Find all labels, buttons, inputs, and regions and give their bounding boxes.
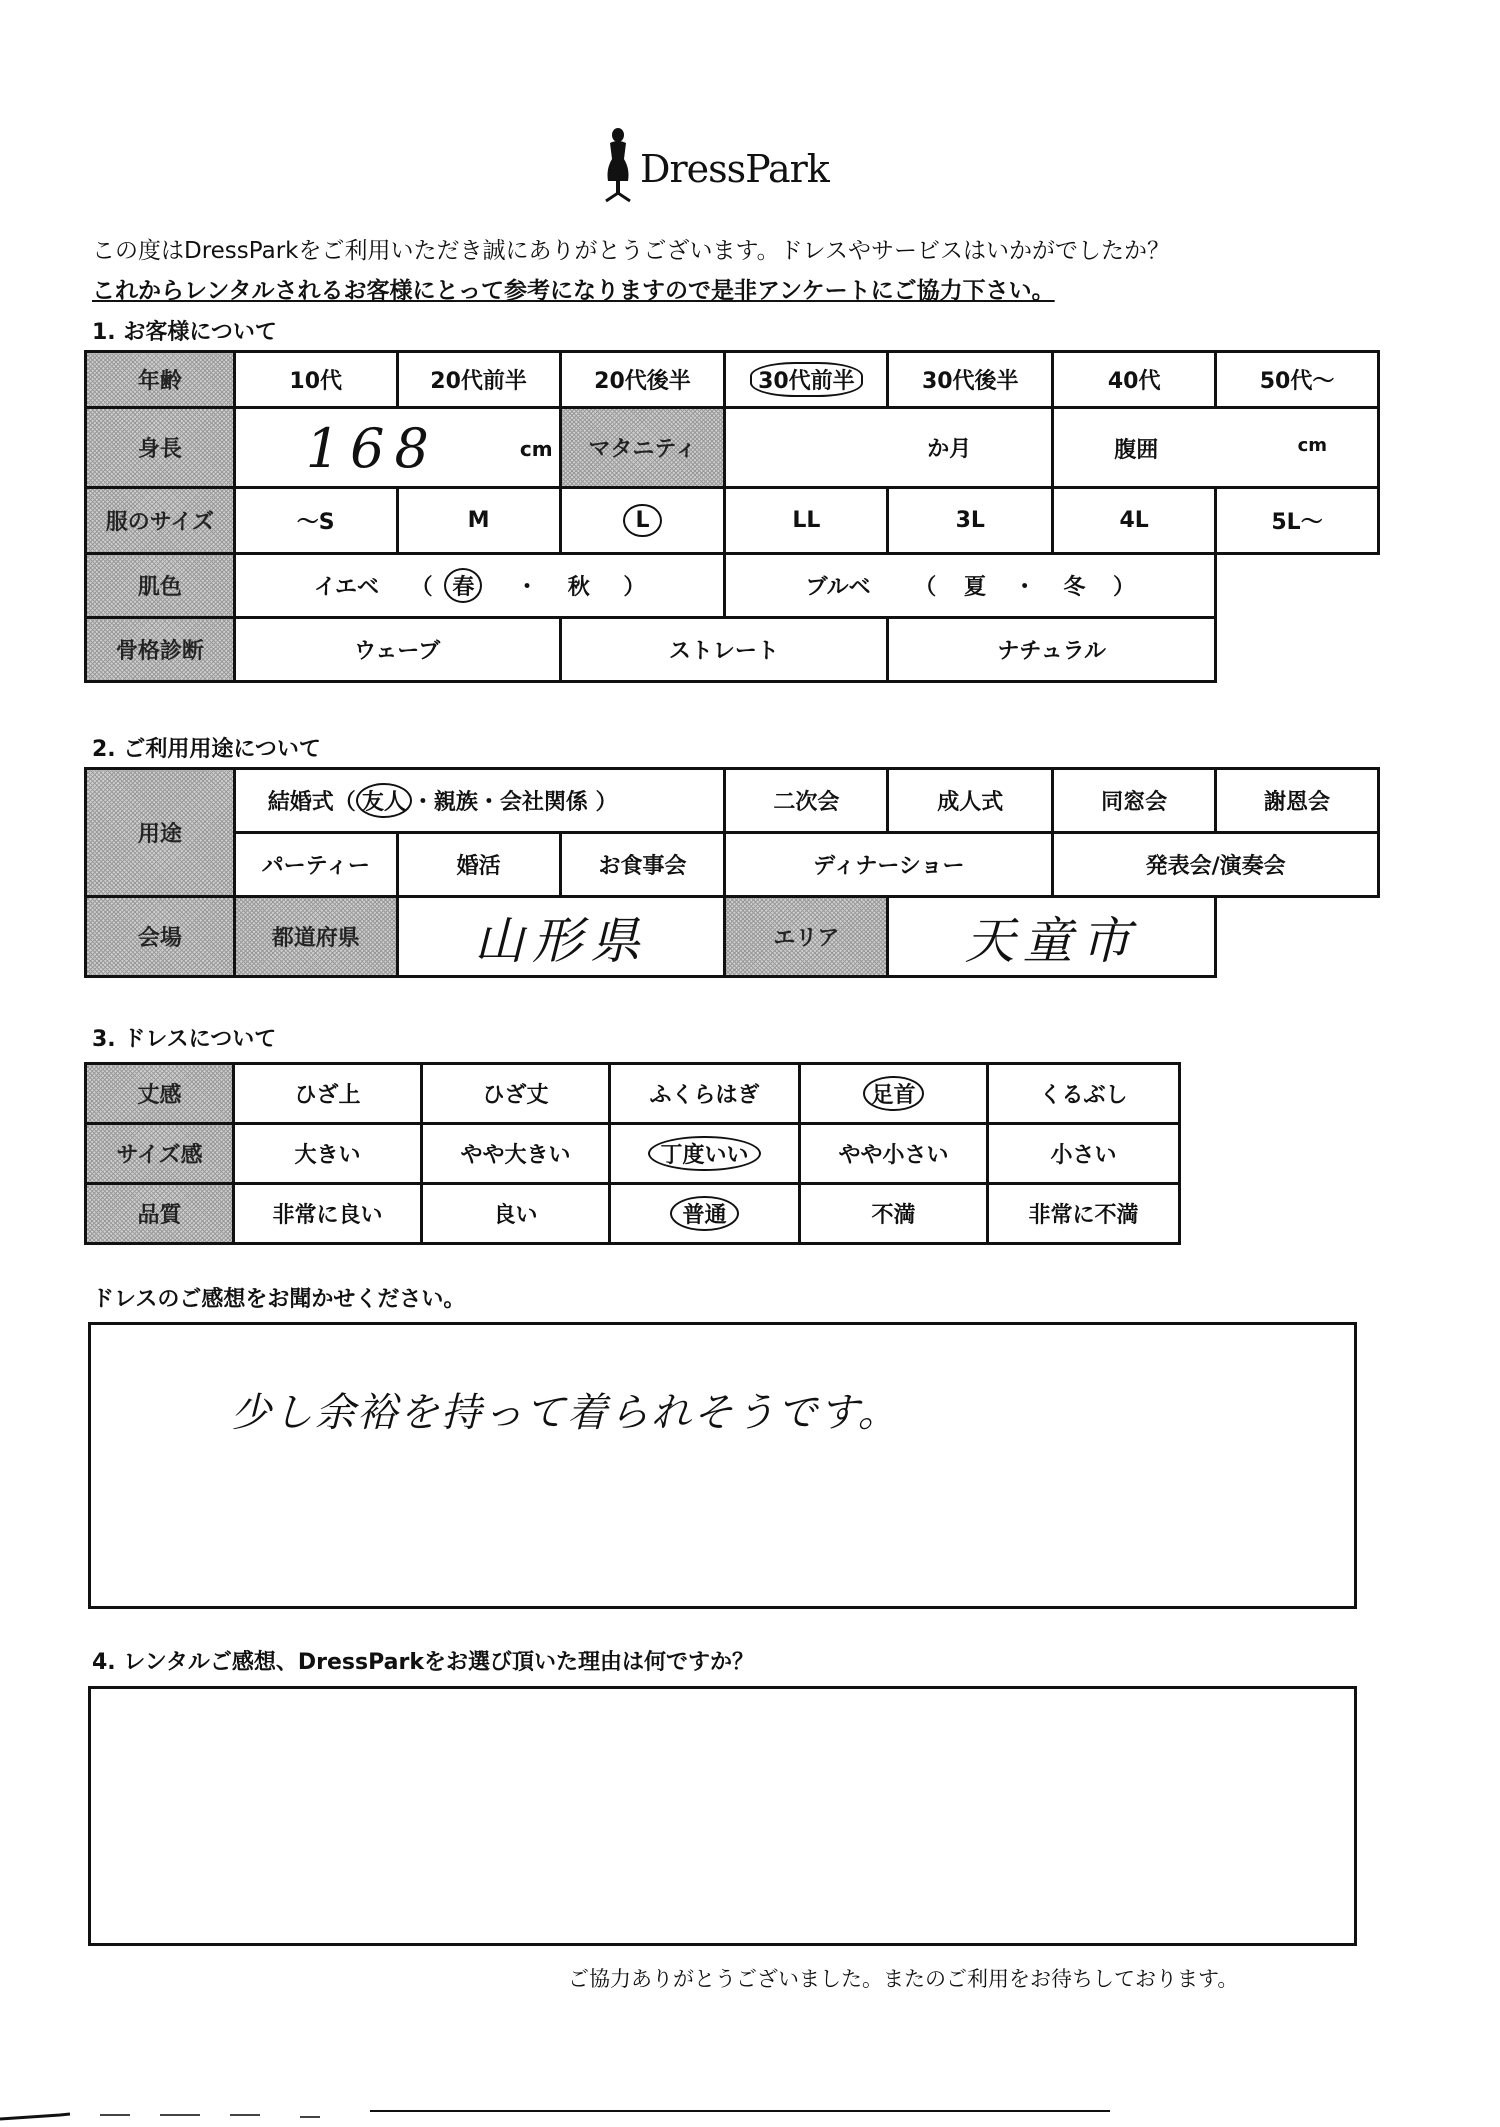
height-unit: cm <box>519 437 553 461</box>
length-option[interactable]: くるぶし <box>988 1064 1180 1124</box>
selection-circle: 丁度いい <box>648 1136 760 1171</box>
size-option[interactable]: M <box>397 488 560 554</box>
selection-circle: L <box>623 504 661 537</box>
frame-option[interactable]: ナチュラル <box>888 618 1216 682</box>
age-option[interactable]: 30代後半 <box>888 352 1053 408</box>
purpose-option[interactable]: 同窓会 <box>1053 769 1216 833</box>
length-option[interactable]: ふくらはぎ <box>610 1064 800 1124</box>
yellow-base-label: イエベ <box>313 575 379 600</box>
intro-line-2: これからレンタルされるお客様にとって参考になりますので是非アンケートにご協力下さい。 <box>92 278 1055 304</box>
dresspark-logo <box>600 125 840 205</box>
age-option[interactable]: 20代後半 <box>560 352 725 408</box>
quality-option[interactable]: 非常に良い <box>234 1184 422 1244</box>
size-option[interactable]: 3L <box>888 488 1053 554</box>
prefecture-label: 都道府県 <box>234 897 397 977</box>
fit-option-selected[interactable] <box>610 1124 800 1184</box>
frame-option[interactable]: ストレート <box>560 618 888 682</box>
purpose-table <box>84 767 1380 978</box>
fit-label: サイズ感 <box>86 1124 234 1184</box>
winter-option[interactable]: 冬 <box>1063 575 1086 600</box>
quality-option[interactable]: 良い <box>422 1184 610 1244</box>
blue-base-field[interactable]: ブルベ （ 夏 ・ 冬 ） <box>725 554 1216 618</box>
selection-circle[interactable]: 春 <box>444 568 482 603</box>
logo-text: DressPark <box>640 147 829 191</box>
height-value: 168 <box>305 417 439 480</box>
fit-option[interactable]: やや大きい <box>422 1124 610 1184</box>
size-option-selected[interactable] <box>560 488 725 554</box>
height-field[interactable] <box>234 408 560 488</box>
purpose-option[interactable]: 婚活 <box>397 833 560 897</box>
fit-option[interactable]: 大きい <box>234 1124 422 1184</box>
section-3-title: 3. ドレスについて <box>92 1027 277 1052</box>
autumn-option[interactable]: 秋 <box>567 575 590 600</box>
quality-label: 品質 <box>86 1184 234 1244</box>
dress-comment-field[interactable] <box>88 1322 1357 1609</box>
size-option[interactable]: 4L <box>1053 488 1216 554</box>
age-label: 年齢 <box>86 352 235 408</box>
age-option[interactable]: 50代～ <box>1216 352 1379 408</box>
section-4-title: 4. レンタルご感想、DressParkをお選び頂いた理由は何ですか？ <box>92 1650 754 1675</box>
maternity-label: マタニティ <box>560 408 725 488</box>
frame-option[interactable]: ウェーブ <box>234 618 560 682</box>
length-option[interactable]: ひざ丈 <box>422 1064 610 1124</box>
fit-option[interactable]: 小さい <box>988 1124 1180 1184</box>
size-option[interactable]: LL <box>725 488 888 554</box>
blue-base-label: ブルベ <box>805 575 871 600</box>
purpose-label: 用途 <box>86 769 235 897</box>
closing-message: ご協力ありがとうございました。またのご利用をお待ちしております。 <box>568 1967 1239 1991</box>
summer-option[interactable]: 夏 <box>963 575 986 600</box>
intro-line-1: この度はDressParkをご利用いただき誠にありがとうございます。ドレスやサービスはいかがでしたか？ <box>92 238 1170 264</box>
purpose-option[interactable]: お食事会 <box>560 833 725 897</box>
selection-circle: 普通 <box>670 1196 738 1231</box>
age-option[interactable]: 10代 <box>234 352 397 408</box>
size-label: 服のサイズ <box>86 488 235 554</box>
area-value: 天童市 <box>964 911 1139 970</box>
section-2-title: 2. ご利用用途について <box>92 737 321 762</box>
waist-unit: cm <box>1297 435 1327 456</box>
purpose-option[interactable]: 二次会 <box>725 769 888 833</box>
skin-label: 肌色 <box>86 554 235 618</box>
dress-table <box>84 1062 1181 1245</box>
venue-label: 会場 <box>86 897 235 977</box>
age-option[interactable]: 40代 <box>1053 352 1216 408</box>
area-label: エリア <box>725 897 888 977</box>
reason-field[interactable] <box>88 1686 1357 1946</box>
size-option[interactable]: ～S <box>234 488 397 554</box>
prefecture-value: 山形県 <box>474 911 649 970</box>
selection-circle: 友人 <box>356 783 412 818</box>
length-option-selected[interactable] <box>800 1064 988 1124</box>
waist-field[interactable] <box>1053 408 1379 488</box>
dress-form-icon <box>600 125 636 205</box>
purpose-option[interactable]: パーティー <box>234 833 397 897</box>
frame-label: 骨格診断 <box>86 618 235 682</box>
prefecture-field[interactable] <box>397 897 725 977</box>
selection-circle: 足首 <box>863 1076 923 1111</box>
selection-circle: 30代前半 <box>750 362 863 397</box>
area-field[interactable] <box>888 897 1216 977</box>
length-label: 丈感 <box>86 1064 234 1124</box>
quality-option[interactable]: 非常に不満 <box>988 1184 1180 1244</box>
yellow-base-field[interactable]: イエベ （ 春 ・ 秋 ） <box>234 554 725 618</box>
scan-noise <box>0 2105 1500 2127</box>
quality-option[interactable]: 不満 <box>800 1184 988 1244</box>
fit-option[interactable]: やや小さい <box>800 1124 988 1184</box>
age-option-selected[interactable] <box>725 352 888 408</box>
maternity-unit: か月 <box>927 437 972 462</box>
purpose-option[interactable]: ディナーショー <box>725 833 1053 897</box>
section-1-title: 1. お客様について <box>92 320 277 345</box>
purpose-option[interactable]: 発表会/演奏会 <box>1053 833 1379 897</box>
purpose-option[interactable]: 謝恩会 <box>1216 769 1379 833</box>
wedding-rest: ・親族・会社関係 ） <box>411 790 618 815</box>
quality-option-selected[interactable] <box>610 1184 800 1244</box>
length-option[interactable]: ひざ上 <box>234 1064 422 1124</box>
age-option[interactable]: 20代前半 <box>397 352 560 408</box>
dress-comment-prompt: ドレスのご感想をお聞かせください。 <box>92 1287 466 1312</box>
size-option[interactable]: 5L～ <box>1216 488 1379 554</box>
wedding-option[interactable] <box>234 769 725 833</box>
maternity-field[interactable] <box>725 408 1053 488</box>
wedding-prefix: 結婚式（ <box>267 790 356 815</box>
waist-label: 腹囲 <box>1114 438 1159 463</box>
customer-table <box>84 350 1380 683</box>
dress-comment-value: 少し余裕を持って着られそうです。 <box>231 1390 900 1436</box>
height-label: 身長 <box>86 408 235 488</box>
purpose-option[interactable]: 成人式 <box>888 769 1053 833</box>
